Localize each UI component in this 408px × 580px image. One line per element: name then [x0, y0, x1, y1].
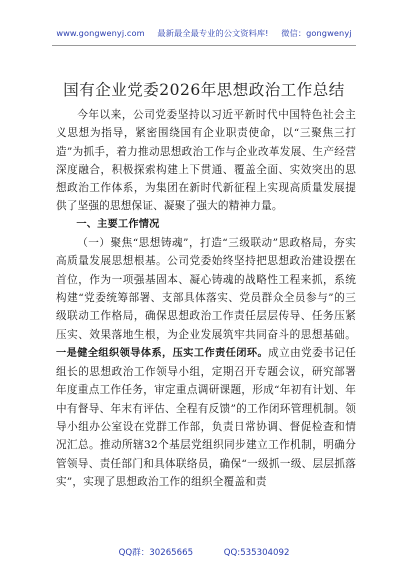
header-divider	[52, 45, 356, 46]
header-slogan: 最新最全最专业的公文资料库!	[157, 28, 269, 38]
footer-qq: QQ:535304092	[223, 548, 290, 558]
intro-paragraph: 今年以来，公司党委坚持以习近平新时代中国特色社会主义思想为指导，紧密围绕国有企业职责使命，以“三聚焦三打造”为抓手，着力推动思想政治工作与企业改革发展、生产经营深度融合，积极探索构建上下贯通、覆盖全面、实效突出的思想政治工作体系，为集团在新时代新征程上实现高质量发展提供了坚强的思想保证、凝聚了强大的精神力量。	[56, 109, 356, 213]
section-heading: 一、主要工作情况	[76, 218, 160, 230]
section-paragraph	[56, 234, 356, 491]
header-banner	[0, 28, 408, 39]
paragraph-text-part2: 成立由党委书记任组长的思想政治工作领导小组，定期召开专题会议，研究部署年度重点工作任务，审定重点调研课题，形成“年初有计划、年中有督导、年末有评估、全程有反馈”的工作闭环管理机制。领导小组办公室设在党群工作部，负责日常协调、督促检查和情况汇总。推动所辖32个基层党组织同步建立工作机制，明确分管领导、责任部门和具体联络员，确保“一级抓一级、层层抓落实”，实现了思想政治工作的组织全覆盖和责	[56, 346, 357, 488]
bold-subpoint: 一是健全组织领导体系，压实工作责任闭环。	[56, 347, 269, 359]
header-site-link[interactable]: www.gongwenyj.com	[56, 28, 145, 38]
header-wechat: 微信：gongwenyj	[281, 28, 352, 38]
footer-qq-group: QQ群：30265665	[118, 548, 194, 558]
document-body	[56, 106, 356, 491]
footer-contact	[0, 546, 408, 558]
document-title: 国有企业党委2026年思想政治工作总结	[63, 81, 345, 99]
paragraph-text-part1: （一）聚焦“思想铸魂”，打造“三级联动”思政格局，夯实高质量发展思想根基。公司党委始终坚持把思想政治建设摆在首位，作为一项强基固本、凝心铸魂的战略性工程来抓，系统构建“党委统筹部署、支部具体落实、党员群众全员参与”的三级联动工作格局，确保思想政治工作责任层层传导、任务压紧压实、效果落地生根，为企业发展筑牢共同奋斗的思想基础。	[56, 237, 356, 341]
